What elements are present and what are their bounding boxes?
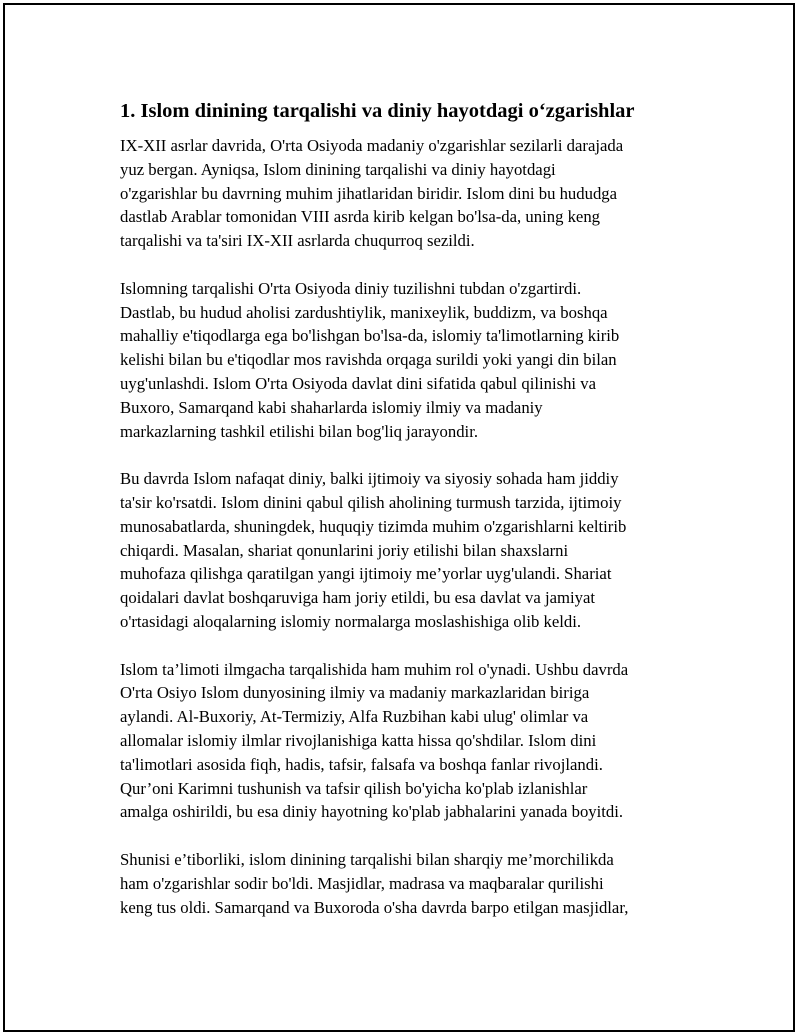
- document-body: [120, 97, 690, 943]
- paragraph-line: aylandi. Al-Buxoriy, At-Termiziy, Alfa Ruzbihan kabi ulug' olimlar va: [120, 707, 589, 727]
- paragraph-line: Islomning tarqalishi O'rta Osiyoda diniy tuzilishni tubdan o'zgartirdi.: [120, 278, 582, 298]
- paragraph-line: uyg'unlashdi. Islom O'rta Osiyoda davlat dini sifatida qabul qilinishi va: [120, 373, 596, 393]
- paragraph-line: allomalar islomiy ilmlar rivojlanishiga katta hissa qo'shdilar. Islom dini: [120, 730, 597, 750]
- paragraph-line: munosabatlarda, shuningdek, huquqiy tizimda muhim o'zgarishlarni keltirib: [120, 516, 627, 536]
- paragraph-line: keng tus oldi. Samarqand va Buxoroda o'sha davrda barpo etilgan masjidlar,: [120, 897, 629, 917]
- paragraph-line: ta'limotlari asosida fiqh, hadis, tafsir, falsafa va boshqa fanlar rivojlandi.: [120, 754, 603, 774]
- paragraph-line: kelishi bilan bu e'tiqodlar mos ravishda orqaga surildi yoki yangi din bilan: [120, 350, 617, 370]
- paragraph-line: Qur’oni Karimni tushunish va tafsir qilish bo'yicha ko'plab izlanishlar: [120, 778, 588, 798]
- paragraph-line: ham o'zgarishlar sodir bo'ldi. Masjidlar, madrasa va maqbaralar qurilishi: [120, 873, 604, 893]
- paragraph-line: muhofaza qilishga qaratilgan yangi ijtimoiy me’yorlar uyg'ulandi. Shariat: [120, 564, 612, 584]
- paragraph-line: IX-XII asrlar davrida, O'rta Osiyoda madaniy o'zgarishlar sezilarli darajada: [120, 136, 624, 155]
- body-paragraph: [120, 848, 690, 919]
- body-paragraph: [120, 467, 690, 634]
- paragraph-line: amalga oshirildi, bu esa diniy hayotning ko'plab jabhalarini yanada boyitdi.: [120, 802, 624, 822]
- paragraph-line: O'rta Osiyo Islom dunyosining ilmiy va madaniy markazlaridan biriga: [120, 683, 590, 703]
- paragraph-line: Dastlab, bu hudud aholisi zardushtiylik, manixeylik, buddizm, va boshqa: [120, 302, 608, 322]
- paragraph-line: Shunisi e’tiborliki, islom dinining tarqalishi bilan sharqiy me’morchilikda: [120, 849, 614, 869]
- paragraph-line: chiqardi. Masalan, shariat qonunlarini joriy etilishi bilan shaxslarni: [120, 540, 569, 560]
- paragraph-line: Buxoro, Samarqand kabi shaharlarda islomiy ilmiy va madaniy: [120, 397, 543, 417]
- paragraph-line: tarqalishi va ta'siri IX-XII asrlarda chuqurroq sezildi.: [120, 231, 475, 251]
- paragraph-line: qoidalari davlat boshqaruviga ham joriy etildi, bu esa davlat va jamiyat: [120, 588, 595, 608]
- document-page: [3, 3, 795, 1032]
- body-paragraph: [120, 134, 690, 253]
- paragraph-line: mahalliy e'tiqodlarga ega bo'lishgan bo'lsa-da, islomiy ta'limotlarning kirib: [120, 326, 620, 346]
- paragraph-line: Islom ta’limoti ilmgacha tarqalishida ham muhim rol o'ynadi. Ushbu davrda: [120, 659, 629, 679]
- paragraph-line: markazlarning tashkil etilishi bilan bog'liq jarayondir.: [120, 421, 478, 441]
- paragraph-line: dastlab Arablar tomonidan VIII asrda kirib kelgan bo'lsa-da, uning keng: [120, 207, 601, 227]
- paragraph-line: Bu davrda Islom nafaqat diniy, balki ijtimoiy va siyosiy sohada ham jiddiy: [120, 469, 619, 489]
- paragraph-line: o'zgarishlar bu davrning muhim jihatlaridan biridir. Islom dini bu hududga: [120, 183, 618, 203]
- section-heading: 1. Islom dinining tarqalishi va diniy hayotdagi o‘zgarishlar: [120, 100, 635, 122]
- body-paragraph: [120, 277, 690, 444]
- body-paragraph: [120, 658, 690, 825]
- paragraph-line: ta'sir ko'rsatdi. Islom dinini qabul qilish aholining turmush tarzida, ijtimoiy: [120, 492, 622, 512]
- paragraph-line: o'rtasidagi aloqalarning islomiy normalarga moslashishiga olib keldi.: [120, 611, 582, 631]
- paragraph-line: yuz bergan. Ayniqsa, Islom dinining tarqalishi va diniy hayotdagi: [120, 159, 556, 179]
